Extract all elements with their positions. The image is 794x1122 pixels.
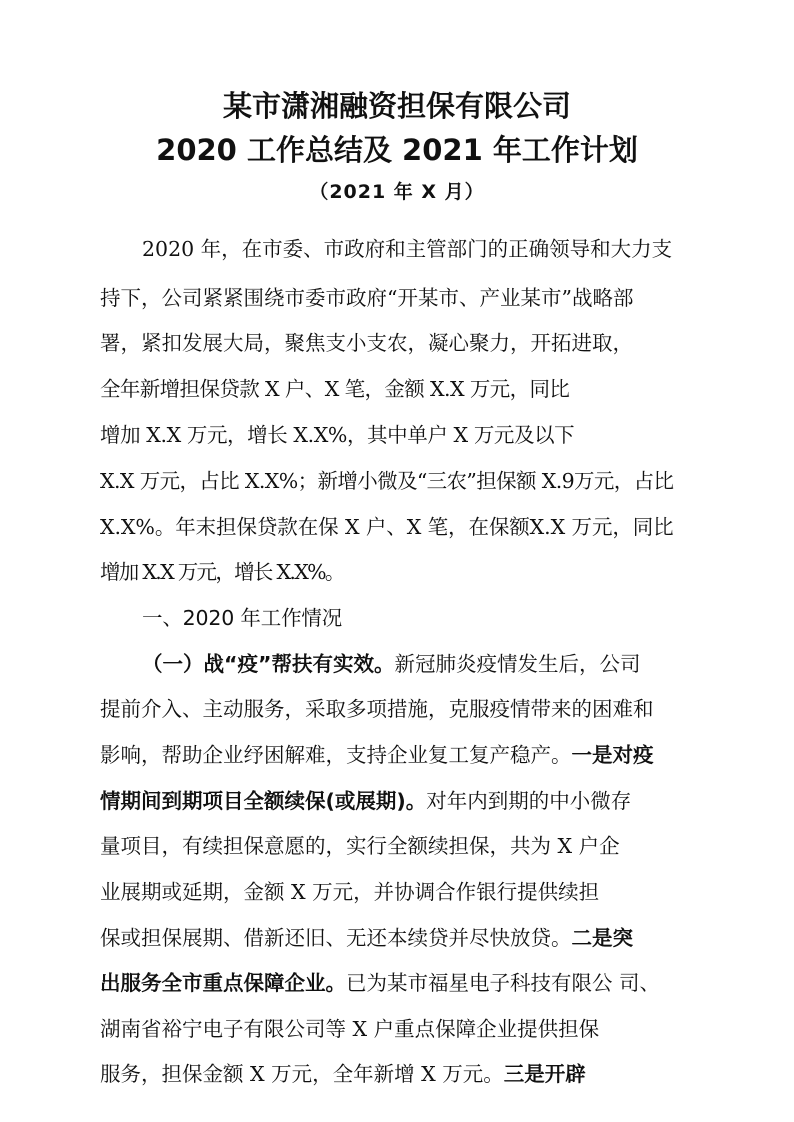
body-line (100, 880, 620, 904)
bold-run: 情期间到期项目全额续保(或展期)。 (100, 789, 427, 813)
body-line (142, 237, 674, 261)
body-line (100, 697, 674, 721)
text-run: X.X%。年末担保贷款在保 X 户、X 笔，在保额X.X 万元，同比 (100, 515, 674, 539)
bold-run: 一是对疫 (571, 743, 654, 767)
text-run: 对年内到期的中小微存 (426, 789, 632, 813)
body-line (100, 1062, 597, 1086)
document-title: 某市潇湘融资担保有限公司 (222, 89, 571, 123)
text-run: 提前介入、主动服务，采取多项措施，克服疫情带来的困难和 (100, 697, 654, 721)
text-run: 一、2020 年工作情况 (142, 606, 343, 630)
body-line (100, 1017, 625, 1041)
body-line (100, 789, 674, 813)
document-date: （2021 年 X 月） (309, 181, 485, 203)
body-line (100, 377, 570, 401)
body-line (100, 834, 665, 858)
bold-run: 三是开辟 (503, 1062, 586, 1086)
body-line (142, 652, 674, 676)
body-line (100, 331, 674, 355)
body-line (100, 926, 674, 950)
section-heading (142, 606, 342, 630)
bold-run: 二是突 (571, 926, 633, 950)
text-run: X.X 万元，占比 X.X%；新增小微及“三农”担保额 X.9万元，占比 (100, 469, 674, 493)
body-line (100, 423, 575, 447)
text-run: 量项目，有续担保意愿的，实行全额续担保，共为 X 户企 (100, 834, 620, 858)
text-run: 持下，公司紧紧围绕市委市政府“开某市、产业某市”战略部 (100, 286, 634, 310)
body-line (100, 515, 674, 539)
text-run: 业展期或延期，金额 X 万元，并协调合作银行提供续担 (100, 880, 600, 904)
body-line (100, 469, 674, 493)
text-run: 新冠肺炎疫情发生后，公司 (394, 652, 641, 676)
body-line (100, 971, 674, 995)
text-run: 影响，帮助企业纾困解难，支持企业复工复产稳产。 (100, 743, 572, 767)
body-line (100, 286, 674, 310)
document-subtitle: 2020 工作总结及 2021 年工作计划 (156, 133, 638, 167)
body-line (100, 743, 674, 767)
text-run: 已为某市福星电子科技有限公 司、 (346, 971, 661, 995)
text-run: 服务，担保金额 X 万元，全年新增 X 万元。 (100, 1062, 504, 1086)
bold-run: （一）战“疫”帮扶有实效。 (142, 652, 395, 676)
text-run: 增加 X.X 万元，增长 X.X%。 (100, 560, 344, 584)
text-run: 2020 年，在市委、市政府和主管部门的正确领导和大力支 (142, 237, 673, 261)
text-run: 湖南省裕宁电子有限公司等 X 户重点保障企业提供担保 (100, 1017, 600, 1041)
text-run: 署，紧扣发展大局，聚焦支小支农，凝心聚力，开拓进取， (100, 331, 633, 355)
text-run: 全年新增担保贷款 X 户、X 笔，金额 X.X 万元，同比 (100, 377, 570, 401)
body-line (100, 560, 345, 584)
text-run: 保或担保展期、借新还旧、无还本续贷并尽快放贷。 (100, 926, 572, 950)
bold-run: 出服务全市重点保障企业。 (100, 971, 346, 995)
text-run: 增加 X.X 万元，增长 X.X%，其中单户 X 万元及以下 (100, 423, 575, 447)
